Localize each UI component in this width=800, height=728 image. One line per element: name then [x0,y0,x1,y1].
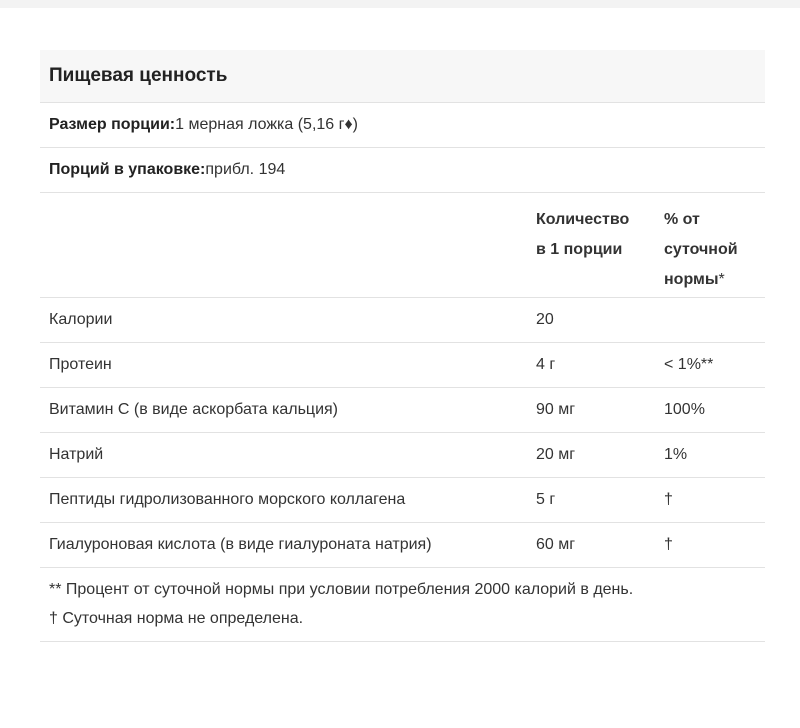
nutrient-amount: 4 г [536,356,556,373]
nutrient-daily-value: † [664,491,673,508]
nutrient-daily-value: 1% [664,446,688,463]
nutrient-name: Гиалуроновая кислота (в виде гиалуроната натрия) [49,536,432,553]
nutrient-amount: 20 мг [536,446,576,463]
nutrient-name: Калории [49,311,113,328]
nutrient-row [40,523,765,568]
nutrient-row [40,478,765,523]
nutrient-daily-value: † [664,536,673,553]
nutrient-amount: 90 мг [536,401,576,418]
nutrient-row [40,298,765,343]
dv-header-star: * [718,271,725,288]
nutrient-amount: 5 г [536,491,556,508]
footnote: † Суточная норма не определена. [49,610,304,627]
nutrient-row [40,343,765,388]
dv-header-line: % от [664,211,700,228]
panel-title: Пищевая ценность [40,50,765,103]
nutrient-daily-value: 100% [664,401,705,418]
footnote: ** Процент от суточной нормы при условии потребления 2000 калорий в день. [49,581,634,598]
amount-header-line: в 1 порции [536,241,623,258]
dv-header-line-3 [664,265,764,295]
footnotes [40,568,765,642]
nutrient-amount: 60 мг [536,536,576,553]
nutrient-amount: 20 [536,311,554,328]
dv-header-line: суточной [664,241,738,258]
serving-size-label: Размер порции: [49,116,176,133]
nutrient-name: Пептиды гидролизованного морского коллагена [49,491,406,508]
nutrient-name: Витамин С (в виде аскорбата кальция) [49,401,338,418]
daily-value-column-header [664,205,764,295]
amount-header-line: Количество [536,211,630,228]
nutrient-daily-value: < 1%** [664,356,714,373]
servings-per-container-label: Порций в упаковке: [49,161,206,178]
servings-per-container-row [40,148,765,193]
nutrition-facts-panel [40,50,765,642]
servings-per-container-value: прибл. 194 [205,161,286,178]
nutrient-name: Натрий [49,446,104,463]
dv-header-line: нормы [664,271,719,288]
nutrient-row [40,388,765,433]
column-header-row [40,193,765,298]
amount-column-header [536,205,646,265]
nutrient-name: Протеин [49,356,112,373]
nutrient-row [40,433,765,478]
serving-size-value: 1 мерная ложка (5,16 г♦) [175,116,358,133]
top-strip [0,0,800,8]
serving-size-row [40,103,765,148]
